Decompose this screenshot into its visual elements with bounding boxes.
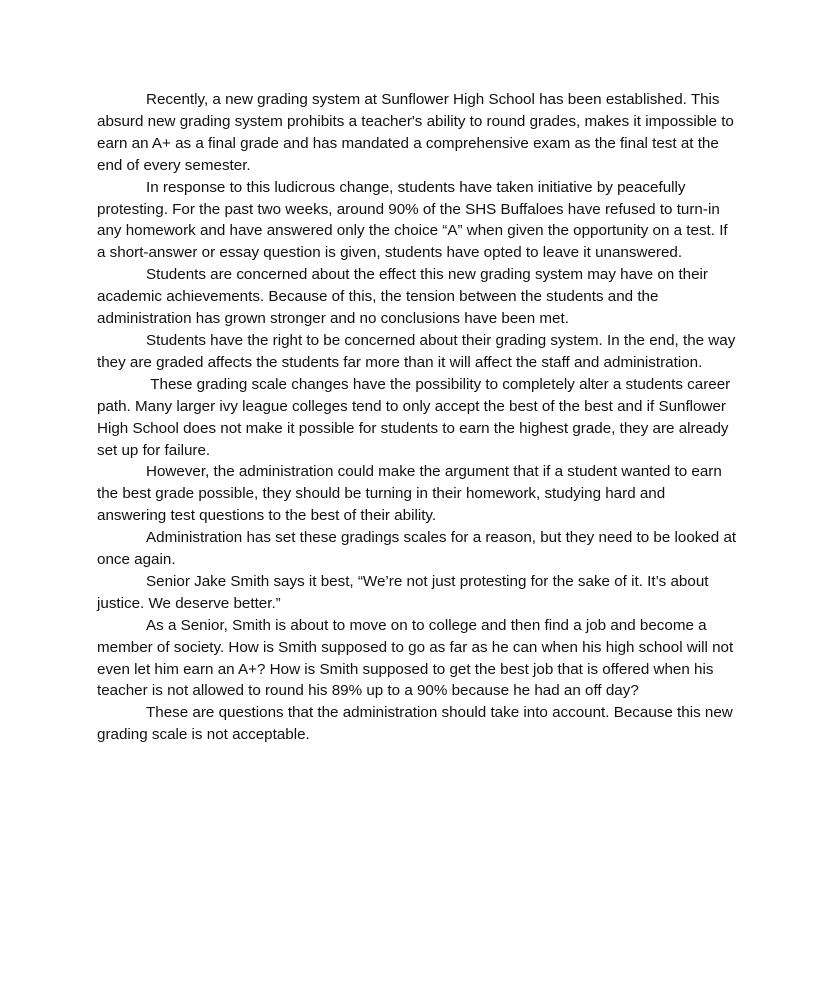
paragraph-2: In response to this ludicrous change, students have taken initiative by peacefully protesting. For the past two weeks, around 90% of the SHS Buffaloes have refused to turn-in any homework and have answered only the choice “A” when given the opportunity on a test. If a short-answer or essay question is given, students have opted to leave it unanswered.	[97, 178, 732, 262]
document-body	[97, 89, 741, 746]
paragraph-7: Administration has set these gradings scales for a reason, but they need to be looked at once again.	[97, 529, 741, 569]
paragraph-5: These grading scale changes have the possibility to completely alter a students career path. Many larger ivy league colleges tend to only accept the best of the best and if Sunflower High School does not make it possible for students to earn the highest grade, they are already set up for failure.	[97, 375, 735, 459]
paragraph-9: As a Senior, Smith is about to move on to college and then find a job and become a member of society. How is Smith supposed to go as far as he can when his high school will not even let him earn an A+? How is Smith supposed to get the best job that is offered when his teacher is not allowed to round his 89% up to a 90% because he had an off day?	[97, 616, 738, 700]
paragraph-6: However, the administration could make the argument that if a student wanted to earn the best grade possible, they should be turning in their homework, studying hard and answering test questions to the best of their ability.	[97, 463, 727, 525]
paragraph-4: Students have the right to be concerned about their grading system. In the end, the way they are graded affects the students far more than it will affect the staff and administration.	[97, 331, 740, 371]
paragraph-10: These are questions that the administration should take into account. Because this new grading scale is not acceptable.	[97, 704, 737, 744]
paragraph-1: Recently, a new grading system at Sunflower High School has been established. This absurd new grading system prohibits a teacher's ability to round grades, makes it impossible to earn an A+ as a final grade and has mandated a comprehensive exam as the final test at the end of every semester.	[97, 91, 739, 174]
paragraph-8: Senior Jake Smith says it best, “We’re not just protesting for the sake of it. It’s about justice. We deserve better.”	[97, 572, 713, 612]
paragraph-3: Students are concerned about the effect this new grading system may have on their academic achievements. Because of this, the tension between the students and the administration has grown stronger and no conclusions have been met.	[97, 266, 713, 328]
